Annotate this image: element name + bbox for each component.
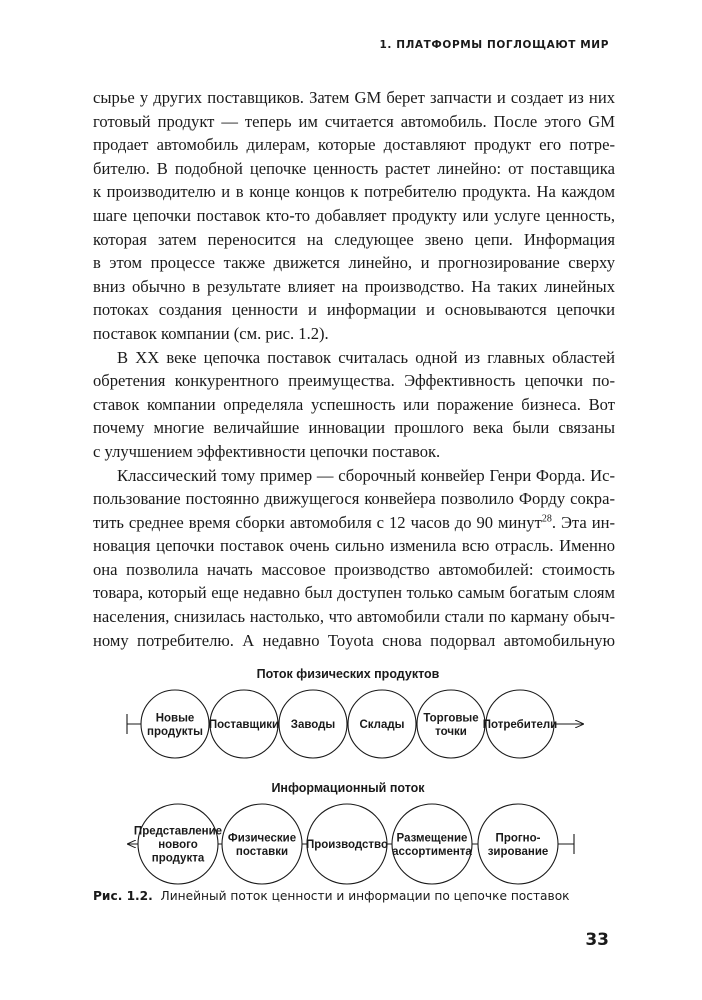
text-fragment: тить среднее время сборки автомобиля с 12 часов до 90 минут: [93, 512, 542, 532]
text-line: почему многие величайшие инновации прошлого века были связаны: [93, 418, 615, 438]
information-flow-node-label: поставки: [235, 845, 289, 858]
information-flow-node: [222, 804, 302, 884]
text-line: ному потребителю. А недавно Toyota снова подорвал автомобильную: [93, 630, 615, 650]
physical-flow-node: [483, 690, 557, 758]
information-flow-node-label: ассортимента: [392, 845, 472, 858]
physical-flow-nodes: [141, 690, 557, 758]
information-flow-node-label: Физические: [227, 832, 297, 845]
footnote-reference[interactable]: 28: [541, 513, 552, 525]
information-flow-node-label: Представление: [133, 825, 223, 838]
text-line: которая затем переносится на следующее звено цепи. Информация: [93, 229, 615, 249]
figure-supply-chain: [0, 650, 702, 890]
running-head: 1. ПЛАТФОРМЫ ПОГЛОЩАЮТ МИР: [379, 39, 609, 51]
physical-flow-node-label: Потребители: [482, 719, 558, 731]
caption-label: Рис. 1.2.: [93, 889, 153, 903]
information-flow-title: Информационный поток: [271, 781, 425, 795]
physical-flow-node-label: Новые: [155, 712, 195, 725]
text-line: новация цепочки поставок очень сильно изменила всю отрасль. Именно: [93, 536, 615, 556]
information-flow-node-label: Размещение: [396, 832, 468, 845]
text-line: потоках создания ценности и информации и основываются цепочки: [93, 300, 615, 320]
text-line: населения, снизилась настолько, что автомобили стали по карману обыч-: [93, 607, 615, 627]
text-line: поставок компании (см. рис. 1.2).: [93, 323, 329, 343]
page-number: 33: [585, 930, 609, 950]
physical-flow-node-label: Поставщики: [208, 719, 280, 731]
information-flow-node: [306, 804, 388, 884]
physical-flow-node-label: Склады: [359, 719, 405, 731]
text-line: в этом процессе также движется линейно, и прогнозирование сверху: [93, 253, 615, 273]
physical-flow-node-label: Торговые: [423, 712, 479, 725]
physical-flow-node-label: точки: [435, 725, 467, 738]
text-line: Классический тому пример — сборочный конвейер Генри Форда. Ис-: [117, 465, 615, 485]
information-flow-node-label: нового: [158, 839, 198, 851]
text-line: она позволила начать массовое производство автомобилей: стоимость: [93, 559, 615, 579]
physical-flow-node: [348, 690, 416, 758]
physical-flow-node: [209, 690, 279, 758]
text-line: товара, который еще недавно был доступен только самым богатым слоям: [93, 583, 615, 603]
text-line: обретения конкурентного преимущества. Эффективность цепочки по-: [93, 371, 615, 391]
physical-flow-node-label: Заводы: [290, 719, 336, 731]
text-line: готовый продукт — теперь им считается автомобиль. После этого GM: [93, 111, 615, 131]
physical-flow-node-label: продукты: [147, 725, 203, 738]
paragraph-2: [93, 346, 615, 464]
text-line: В XX веке цепочка поставок считалась одной из главных областей: [117, 347, 615, 367]
information-flow-node: [392, 804, 472, 884]
information-flow-nodes: [134, 804, 558, 884]
information-flow-node: [478, 804, 558, 884]
information-flow-node: [134, 804, 222, 884]
text-line: вниз обычно в результате влияет на производство. На таких линейных: [93, 276, 615, 296]
text-line: с улучшением эффективности цепочки поставок.: [93, 441, 441, 461]
body-text: [93, 86, 615, 652]
text-line: шаге цепочки поставок кто-то добавляет продукту или услуге ценность,: [93, 205, 615, 225]
information-flow-node-label: Производство: [305, 839, 389, 851]
supply-chain-diagram: [0, 650, 702, 890]
physical-flow-node: [279, 690, 347, 758]
text-line-with-footnote: [93, 511, 615, 535]
paragraph-1: [93, 86, 615, 346]
text-line: пользование постоянно движущегося конвейера позволило Форду сокра-: [93, 489, 615, 509]
information-flow-node-label: Прогно-: [495, 832, 541, 845]
physical-flow-node: [417, 690, 485, 758]
physical-flow-title: Поток физических продуктов: [256, 667, 440, 681]
text-line: к производителю и в конце концов к потребителю продукта. На каждом: [93, 182, 615, 202]
text-line: сырье у других поставщиков. Затем GM берет запчасти и создает из них: [93, 88, 615, 107]
physical-flow-node: [141, 690, 209, 758]
paragraph-3: [93, 464, 615, 653]
information-flow-node-label: продукта: [151, 852, 205, 865]
text-fragment: . Эта ин-: [551, 512, 615, 532]
text-line: бителю. В подобной цепочке ценность растет линейно: от поставщика: [93, 158, 615, 178]
figure-caption: [93, 889, 570, 903]
caption-text: Линейный поток ценности и информации по цепочке поставок: [160, 889, 570, 903]
information-flow-node-label: зирование: [487, 845, 549, 858]
text-line: ставок компании определяла успешность или поражение бизнеса. Вот: [93, 394, 615, 414]
text-line: продает автомобиль дилерам, которые доставляют продукт его потре-: [93, 135, 615, 155]
